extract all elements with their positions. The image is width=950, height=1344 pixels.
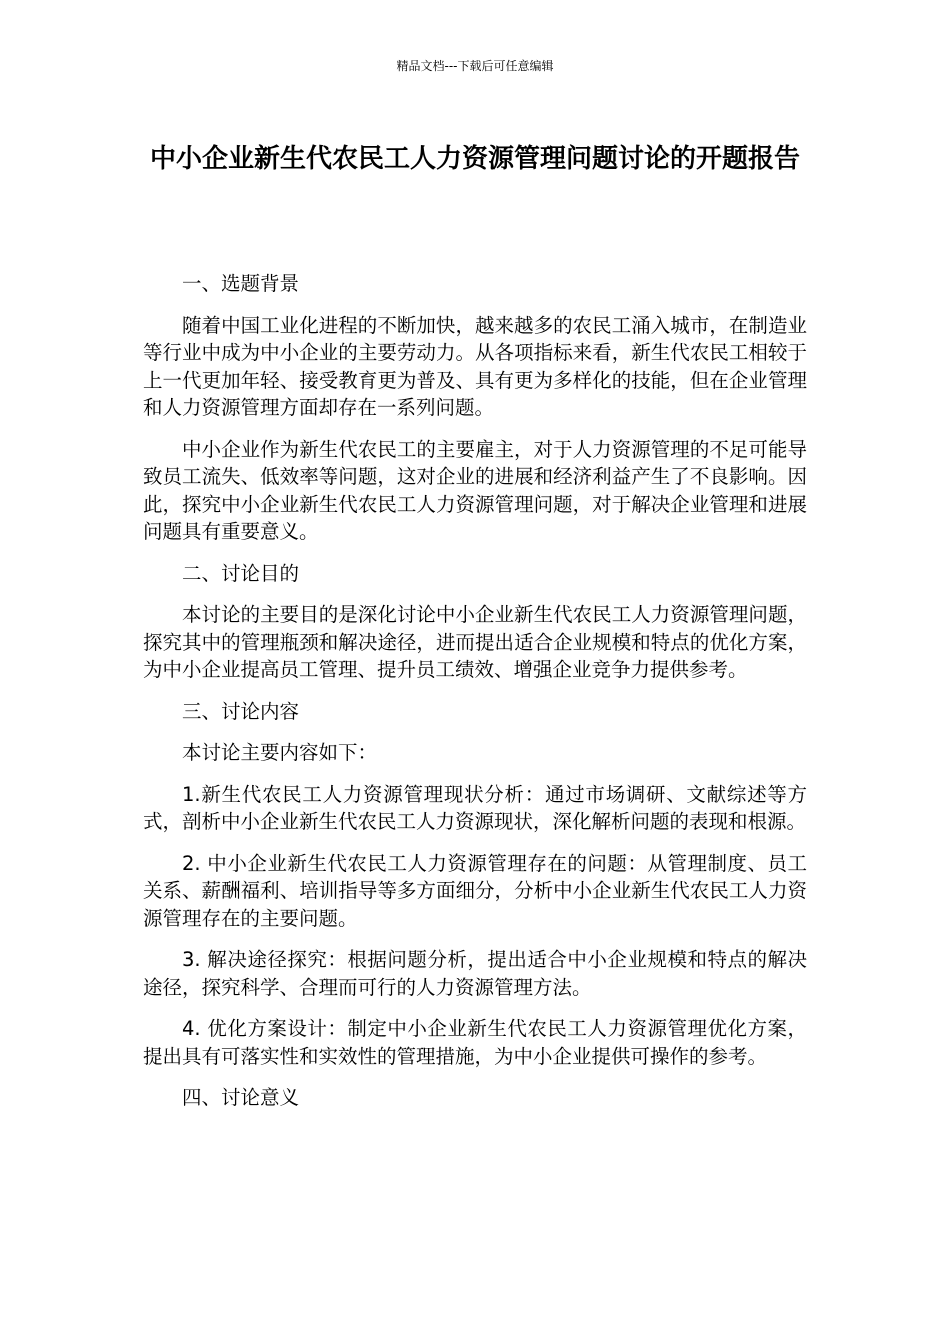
paragraph-background-1: 随着中国工业化进程的不断加快，越来越多的农民工涌入城市，在制造业等行业中成为中小企业的主要劳动力。从各项指标来看，新生代农民工相较于上一代更加年轻、接受教育更为普及、具有更为多样化的技能，但在企业管理和人力资源管理方面却存在一系列问题。 [143, 313, 807, 419]
paragraph-background-2: 中小企业作为新生代农民工的主要雇主，对于人力资源管理的不足可能导致员工流失、低效率等问题，这对企业的进展和经济利益产生了不良影响。因此，探究中小企业新生代农民工人力资源管理问题，对于解决企业管理和进展问题具有重要意义。 [143, 437, 807, 543]
paragraph-purpose: 本讨论的主要目的是深化讨论中小企业新生代农民工人力资源管理问题，探究其中的管理瓶颈和解决途径，进而提出适合企业规模和特点的优化方案，为中小企业提高员工管理、提升员工绩效、增强企业竞争力提供参考。 [143, 603, 807, 681]
paragraph-content-intro: 本讨论主要内容如下： [182, 741, 378, 764]
section-heading-significance: 四、讨论意义 [182, 1086, 300, 1109]
section-heading-background: 一、选题背景 [182, 272, 300, 295]
list-item-3: 3. 解决途径探究：根据问题分析，提出适合中小企业规模和特点的解决途径，探究科学、合理而可行的人力资源管理方法。 [143, 948, 807, 999]
list-item-1: 1.新生代农民工人力资源管理现状分析：通过市场调研、文献综述等方式，剖析中小企业新生代农民工人力资源现状，深化解析问题的表现和根源。 [143, 782, 807, 833]
section-heading-purpose: 二、讨论目的 [182, 561, 300, 585]
list-item-4: 4. 优化方案设计：制定中小企业新生代农民工人力资源管理优化方案，提出具有可落实性和实效性的管理措施，为中小企业提供可操作的参考。 [143, 1017, 807, 1068]
document-body [143, 270, 807, 1126]
section-heading-content: 三、讨论内容 [182, 699, 300, 723]
header-note: 精品文档---下载后可任意编辑 [396, 59, 554, 73]
document-title: 中小企业新生代农民工人力资源管理问题讨论的开题报告 [149, 144, 800, 174]
list-item-2: 2. 中小企业新生代农民工人力资源管理存在的问题：从管理制度、员工关系、薪酬福利、培训指导等多方面细分，分析中小企业新生代农民工人力资源管理存在的主要问题。 [143, 851, 807, 930]
